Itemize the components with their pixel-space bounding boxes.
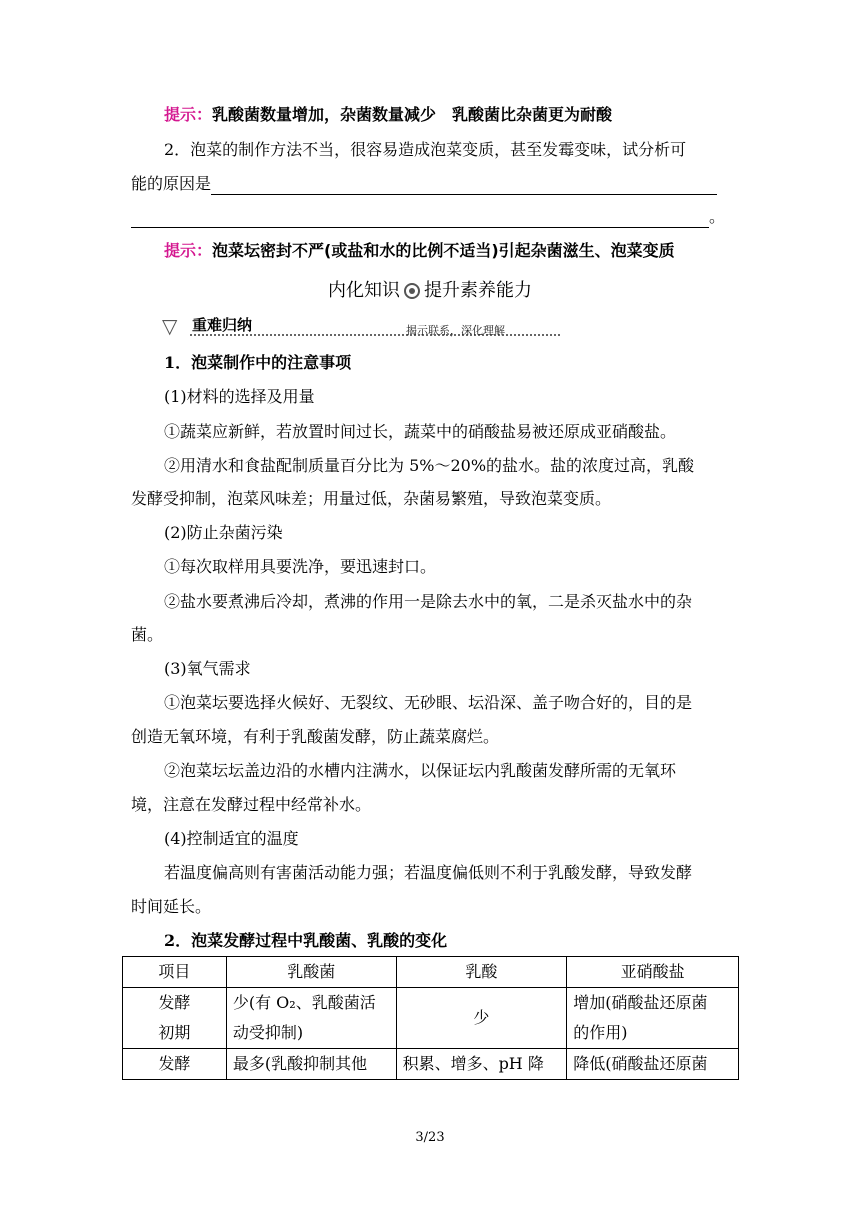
table-cell: 发酵 — [123, 1049, 227, 1080]
cell-line: 增加(硝酸盐还原菌 — [573, 993, 708, 1012]
table-row — [123, 988, 739, 1049]
table-cell: 积累、增多、pH 降 — [396, 1049, 567, 1080]
body-line: 发酵受抑制，泡菜风味差；用量过低，杂菌易繁殖，导致泡菜变质。 — [131, 489, 612, 508]
answer-blank — [131, 209, 709, 228]
table-header-cell: 项目 — [123, 957, 227, 988]
body-line: 若温度偏高则有害菌活动能力强；若温度偏低则不利于乳酸发酵，导致发酵 — [164, 863, 693, 882]
table-cell: 少 — [396, 988, 567, 1049]
body-line: (1)材料的选择及用量 — [164, 387, 315, 406]
hint-2 — [164, 240, 675, 262]
body-line: 2．泡菜发酵过程中乳酸菌、乳酸的变化 — [164, 931, 448, 950]
body-line: 时间延长。 — [131, 897, 212, 916]
body-line: ①每次取样用具要洗净，要迅速封口。 — [164, 557, 437, 576]
chevron-icon: ▽ — [162, 314, 178, 338]
banner-left: 内化知识 — [328, 280, 400, 301]
answer-blank — [211, 176, 717, 195]
table-row — [123, 1049, 739, 1080]
body-line: (4)控制适宜的温度 — [164, 829, 299, 848]
fermentation-table — [122, 956, 739, 1080]
section-header — [162, 314, 542, 340]
table-header-row — [123, 957, 739, 988]
body-line: 菌。 — [131, 625, 164, 644]
table-cell: 最多(乳酸抑制其他 — [226, 1049, 396, 1080]
hint-label: 提示： — [164, 105, 213, 124]
body-line: 1．泡菜制作中的注意事项 — [164, 353, 352, 372]
table-cell — [123, 988, 227, 1049]
cell-line: 发酵 — [158, 993, 191, 1012]
question-2-line-2 — [131, 173, 717, 195]
banner-right: 提升素养能力 — [424, 280, 532, 301]
cell-line: 少(有 O₂、乳酸菌活 — [232, 993, 376, 1012]
body-line: (3)氧气需求 — [164, 659, 251, 678]
cell-line: 动受抑制) — [232, 1023, 304, 1042]
table-header-cell: 乳酸菌 — [226, 957, 396, 988]
body-line: ①泡菜坛要选择火候好、无裂纹、无砂眼、坛沿深、盖子吻合好的，目的是 — [164, 693, 693, 712]
hint-1 — [164, 104, 612, 126]
question-prefix: 能的原因是 — [131, 174, 212, 193]
table-cell: 降低(硝酸盐还原菌 — [567, 1049, 739, 1080]
hint-label: 提示： — [164, 241, 213, 260]
table-cell — [226, 988, 396, 1049]
question-suffix: 。 — [709, 207, 726, 226]
body-line: ②用清水和食盐配制质量百分比为 5%～20%的盐水。盐的浓度过高，乳酸 — [164, 456, 695, 475]
page-number: 3/23 — [415, 1130, 445, 1145]
section-banner — [0, 276, 860, 302]
body-line: ②盐水要煮沸后冷却，煮沸的作用一是除去水中的氧，二是杀灭盐水中的杂 — [164, 592, 693, 611]
cell-line: 的作用) — [573, 1023, 628, 1042]
body-line: (2)防止杂菌污染 — [164, 523, 283, 542]
cell-line: 初期 — [158, 1023, 191, 1042]
table-header-cell: 亚硝酸盐 — [567, 957, 739, 988]
target-icon — [404, 283, 420, 299]
body-line: 境，注意在发酵过程中经常补水。 — [131, 795, 372, 814]
body-line: 创造无氧环境，有利于乳酸菌发酵，防止蔬菜腐烂。 — [131, 727, 500, 746]
section-title: 重难归纳 — [192, 316, 253, 334]
question-2-line-1: 2．泡菜的制作方法不当，很容易造成泡菜变质，甚至发霉变味，试分析可 — [164, 140, 687, 159]
table-cell — [567, 988, 739, 1049]
question-2-line-3 — [131, 206, 725, 228]
body-line: ①蔬菜应新鲜，若放置时间过长，蔬菜中的硝酸盐易被还原成亚硝酸盐。 — [164, 422, 677, 441]
hint-text: 乳酸菌数量增加，杂菌数量减少 乳酸菌比杂菌更为耐酸 — [212, 105, 613, 124]
body-line: ②泡菜坛坛盖边沿的水槽内注满水，以保证坛内乳酸菌发酵所需的无氧环 — [164, 761, 677, 780]
table-header-cell: 乳酸 — [396, 957, 567, 988]
section-subtitle: 揭示联系，深化理解 — [406, 324, 505, 337]
hint-text: 泡菜坛密封不严(或盐和水的比例不适当)引起杂菌滋生、泡菜变质 — [212, 241, 675, 260]
